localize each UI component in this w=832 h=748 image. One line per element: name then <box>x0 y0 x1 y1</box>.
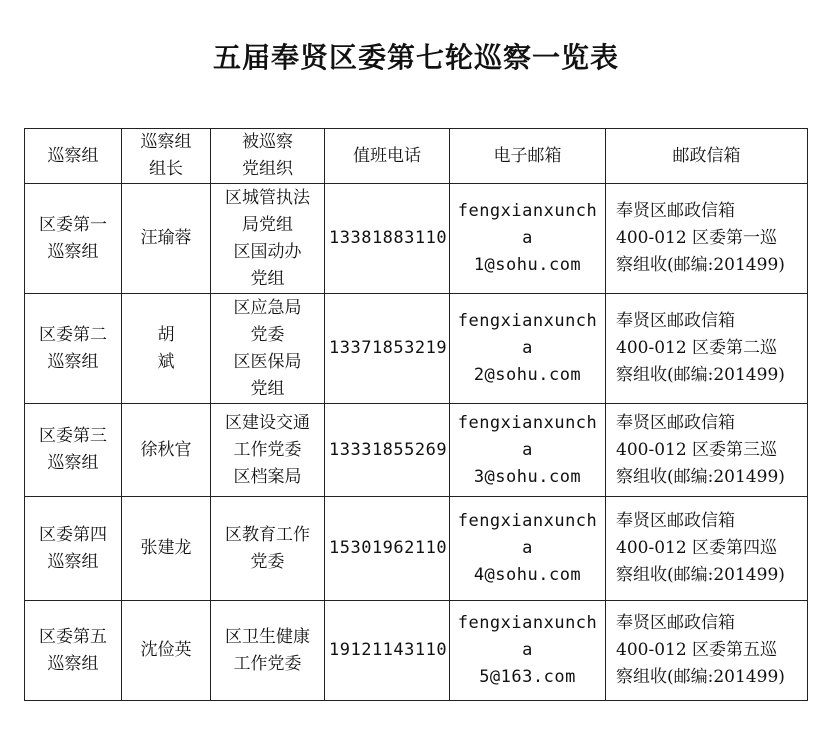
postal-cell <box>606 294 808 404</box>
table-row <box>25 601 808 701</box>
header-leader-line2: 组长 <box>149 159 183 179</box>
target-cell <box>211 601 325 701</box>
phone-cell: 13371853219 <box>325 294 450 404</box>
postal-line2: 400-012 区委第三巡 <box>616 439 778 460</box>
group-line2: 巡察组 <box>47 653 99 674</box>
email-line1[interactable]: fengxianxuncha <box>457 311 598 358</box>
group-line1: 区委第三 <box>39 426 107 446</box>
email-cell[interactable] <box>450 497 606 601</box>
target-line: 局党组 <box>242 214 293 235</box>
email-line1[interactable]: fengxianxuncha <box>457 412 598 460</box>
leader-cell: 胡斌 <box>122 294 211 404</box>
group-line1: 区委第四 <box>39 524 107 545</box>
target-line: 党委 <box>250 324 285 345</box>
email-cell[interactable] <box>450 294 606 404</box>
header-phone: 值班电话 <box>325 129 450 184</box>
header-leader-line1: 巡察组 <box>140 132 192 152</box>
group-line2: 巡察组 <box>47 453 99 473</box>
phone-cell: 13381883110 <box>325 184 450 294</box>
email-line2[interactable]: 2@sohu.com <box>473 365 582 385</box>
target-line: 党组 <box>250 268 285 289</box>
target-line: 区国动办 <box>233 241 302 262</box>
phone-cell: 15301962110 <box>325 497 450 601</box>
target-line: 区教育工作 <box>225 524 310 545</box>
postal-line3: 察组收(邮编:201499) <box>616 255 785 275</box>
group-cell <box>25 294 122 404</box>
leader-cell: 汪瑜蓉 <box>122 184 211 294</box>
target-line: 区卫生健康 <box>225 626 310 647</box>
group-line2: 巡察组 <box>47 551 99 572</box>
postal-line3: 察组收(邮编:201499) <box>616 667 785 687</box>
leader-cell: 张建龙 <box>122 497 211 601</box>
header-leader <box>122 129 211 184</box>
postal-line2: 400-012 区委第四巡 <box>616 538 778 558</box>
group-line1: 区委第二 <box>39 324 107 345</box>
page-title: 五届奉贤区委第七轮巡察一览表 <box>212 41 619 74</box>
target-cell <box>211 497 325 601</box>
postal-line1: 奉贤区邮政信箱 <box>616 511 735 531</box>
postal-cell <box>606 404 808 497</box>
target-line: 区医保局 <box>233 351 302 372</box>
table-row <box>25 497 808 601</box>
postal-line3: 察组收(邮编:201499) <box>616 365 785 385</box>
email-line1[interactable]: fengxianxuncha <box>457 511 598 558</box>
target-cell <box>211 404 325 497</box>
group-cell <box>25 184 122 294</box>
email-cell[interactable] <box>450 184 606 294</box>
target-cell <box>211 294 325 404</box>
email-line2[interactable]: 4@sohu.com <box>473 565 582 585</box>
group-line2: 巡察组 <box>47 241 99 262</box>
target-cell <box>211 184 325 294</box>
group-line1: 区委第一 <box>39 214 107 235</box>
target-line: 区档案局 <box>233 466 302 487</box>
email-line2[interactable]: 3@sohu.com <box>473 466 582 487</box>
email-cell[interactable] <box>450 601 606 701</box>
leader-cell: 徐秋官 <box>122 404 211 497</box>
target-line: 党组 <box>250 378 285 399</box>
header-group: 巡察组 <box>25 129 122 184</box>
header-target-line2: 党组织 <box>242 159 293 179</box>
postal-line1: 奉贤区邮政信箱 <box>616 311 735 331</box>
table-row <box>25 404 808 497</box>
group-cell <box>25 601 122 701</box>
postal-line1: 奉贤区邮政信箱 <box>616 201 735 221</box>
target-line: 区应急局 <box>233 297 302 318</box>
group-line1: 区委第五 <box>39 626 107 647</box>
table-row <box>25 184 808 294</box>
postal-cell <box>606 184 808 294</box>
target-line: 区建设交通 <box>225 412 310 433</box>
group-line2: 巡察组 <box>47 351 99 372</box>
postal-cell <box>606 497 808 601</box>
header-target-line1: 被巡察 <box>242 132 293 152</box>
target-line: 工作党委 <box>233 439 302 460</box>
table-row <box>25 294 808 404</box>
group-cell <box>25 497 122 601</box>
postal-line2: 400-012 区委第二巡 <box>616 338 778 358</box>
email-line2[interactable]: 1@sohu.com <box>473 255 582 275</box>
postal-line3: 察组收(邮编:201499) <box>616 466 785 487</box>
phone-cell: 19121143110 <box>325 601 450 701</box>
postal-line2: 400-012 区委第一巡 <box>616 228 778 248</box>
email-line1[interactable]: fengxianxuncha <box>457 613 598 660</box>
inspection-table <box>24 128 808 701</box>
postal-line1: 奉贤区邮政信箱 <box>616 613 735 633</box>
target-line: 区城管执法 <box>225 187 310 208</box>
group-cell <box>25 404 122 497</box>
postal-line1: 奉贤区邮政信箱 <box>616 412 735 433</box>
email-cell[interactable] <box>450 404 606 497</box>
target-line: 工作党委 <box>233 653 302 674</box>
header-postal: 邮政信箱 <box>606 129 808 184</box>
header-target <box>211 129 325 184</box>
leader-cell: 沈俭英 <box>122 601 211 701</box>
phone-cell: 13331855269 <box>325 404 450 497</box>
header-email: 电子邮箱 <box>450 129 606 184</box>
target-line: 党委 <box>250 551 285 572</box>
header-row <box>25 129 808 184</box>
email-line1[interactable]: fengxianxuncha <box>457 201 598 248</box>
email-line2[interactable]: 5@163.com <box>479 667 576 687</box>
postal-line2: 400-012 区委第五巡 <box>616 640 778 660</box>
postal-cell <box>606 601 808 701</box>
postal-line3: 察组收(邮编:201499) <box>616 565 785 585</box>
